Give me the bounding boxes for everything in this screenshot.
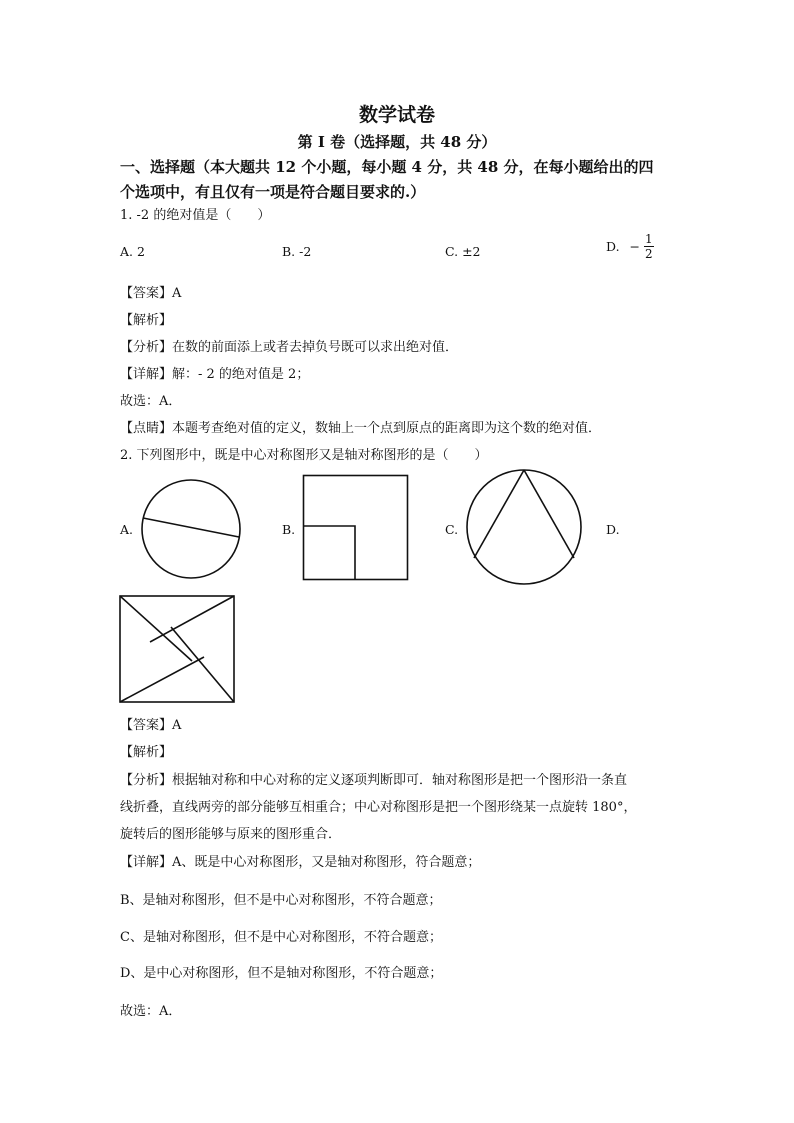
- q1-option-d-sign: −: [629, 239, 641, 254]
- figure-c-circle-with-inscribed-angle: [464, 468, 584, 586]
- q1-option-b: B. -2: [282, 244, 312, 259]
- q1-conclusion: 故选：A．: [120, 394, 182, 409]
- q2-fenxi-line1: 【分析】根据轴对称和中心对称的定义逐项判断即可．轴对称图形是把一个图形沿一条直: [120, 773, 628, 788]
- q2-label-a: A.: [120, 522, 134, 537]
- q1-xiangjie: 【详解】解：- 2 的绝对值是 2；: [120, 367, 310, 382]
- q1-option-c: C. ±2: [445, 244, 481, 259]
- fraction-denominator: 2: [645, 247, 653, 261]
- q1-fenxi: 【分析】在数的前面添上或者去掉负号既可以求出绝对值．: [120, 340, 459, 355]
- q2-xiangjie-a: 【详解】A、既是中心对称图形，又是轴对称图形，符合题意；: [120, 855, 481, 870]
- page-subtitle: 第 I 卷（选择题，共 48 分）: [297, 133, 497, 151]
- q2-label-d: D.: [606, 522, 620, 537]
- q2-analysis-heading: 【解析】: [120, 745, 173, 760]
- q2-stem: 2. 下列图形中，既是中心对称图形又是轴对称图形的是（ ）: [120, 448, 488, 463]
- q2-xiangjie-d: D、是中心对称图形，但不是轴对称图形，不符合题意；: [120, 966, 443, 981]
- q1-option-d-fraction: [644, 232, 654, 261]
- q1-option-d-label: D.: [606, 239, 620, 254]
- q1-option-a: A. 2: [120, 244, 145, 259]
- q1-option-d: [606, 232, 654, 261]
- page-title: 数学试卷: [358, 104, 435, 126]
- q1-answer: 【答案】A: [120, 286, 182, 301]
- q2-fenxi-line2: 线折叠，直线两旁的部分能够互相重合；中心对称图形是把一个图形绕某一点旋转 180°，: [120, 800, 637, 815]
- q2-answer: 【答案】A: [120, 718, 182, 733]
- q2-label-b: B.: [282, 522, 296, 537]
- q1-analysis-heading: 【解析】: [120, 313, 173, 328]
- q2-xiangjie-b: B、是轴对称图形，但不是中心对称图形，不符合题意；: [120, 893, 442, 908]
- section-heading-line2: 个选项中，有且仅有一项是符合题目要求的.）: [120, 183, 426, 201]
- q2-conclusion: 故选：A．: [120, 1004, 182, 1019]
- fraction-numerator: 1: [645, 232, 653, 246]
- q2-label-c: C.: [445, 522, 459, 537]
- figure-d-pinwheel-square: [118, 594, 236, 704]
- section-heading-line1: 一、选择题（本大题共 12 个小题，每小题 4 分，共 48 分，在每小题给出的四: [120, 158, 654, 176]
- q1-stem: 1. -2 的绝对值是（ ）: [120, 208, 271, 223]
- figure-a-circle-with-chord: [140, 478, 244, 580]
- q2-xiangjie-c: C、是轴对称图形，但不是中心对称图形，不符合题意；: [120, 930, 442, 945]
- q1-dianjing: 【点睛】本题考查绝对值的定义，数轴上一个点到原点的距离即为这个数的绝对值．: [120, 421, 602, 436]
- figure-b-square-with-inner-square: [302, 474, 410, 582]
- q2-fenxi-line3: 旋转后的图形能够与原来的图形重合．: [120, 827, 342, 842]
